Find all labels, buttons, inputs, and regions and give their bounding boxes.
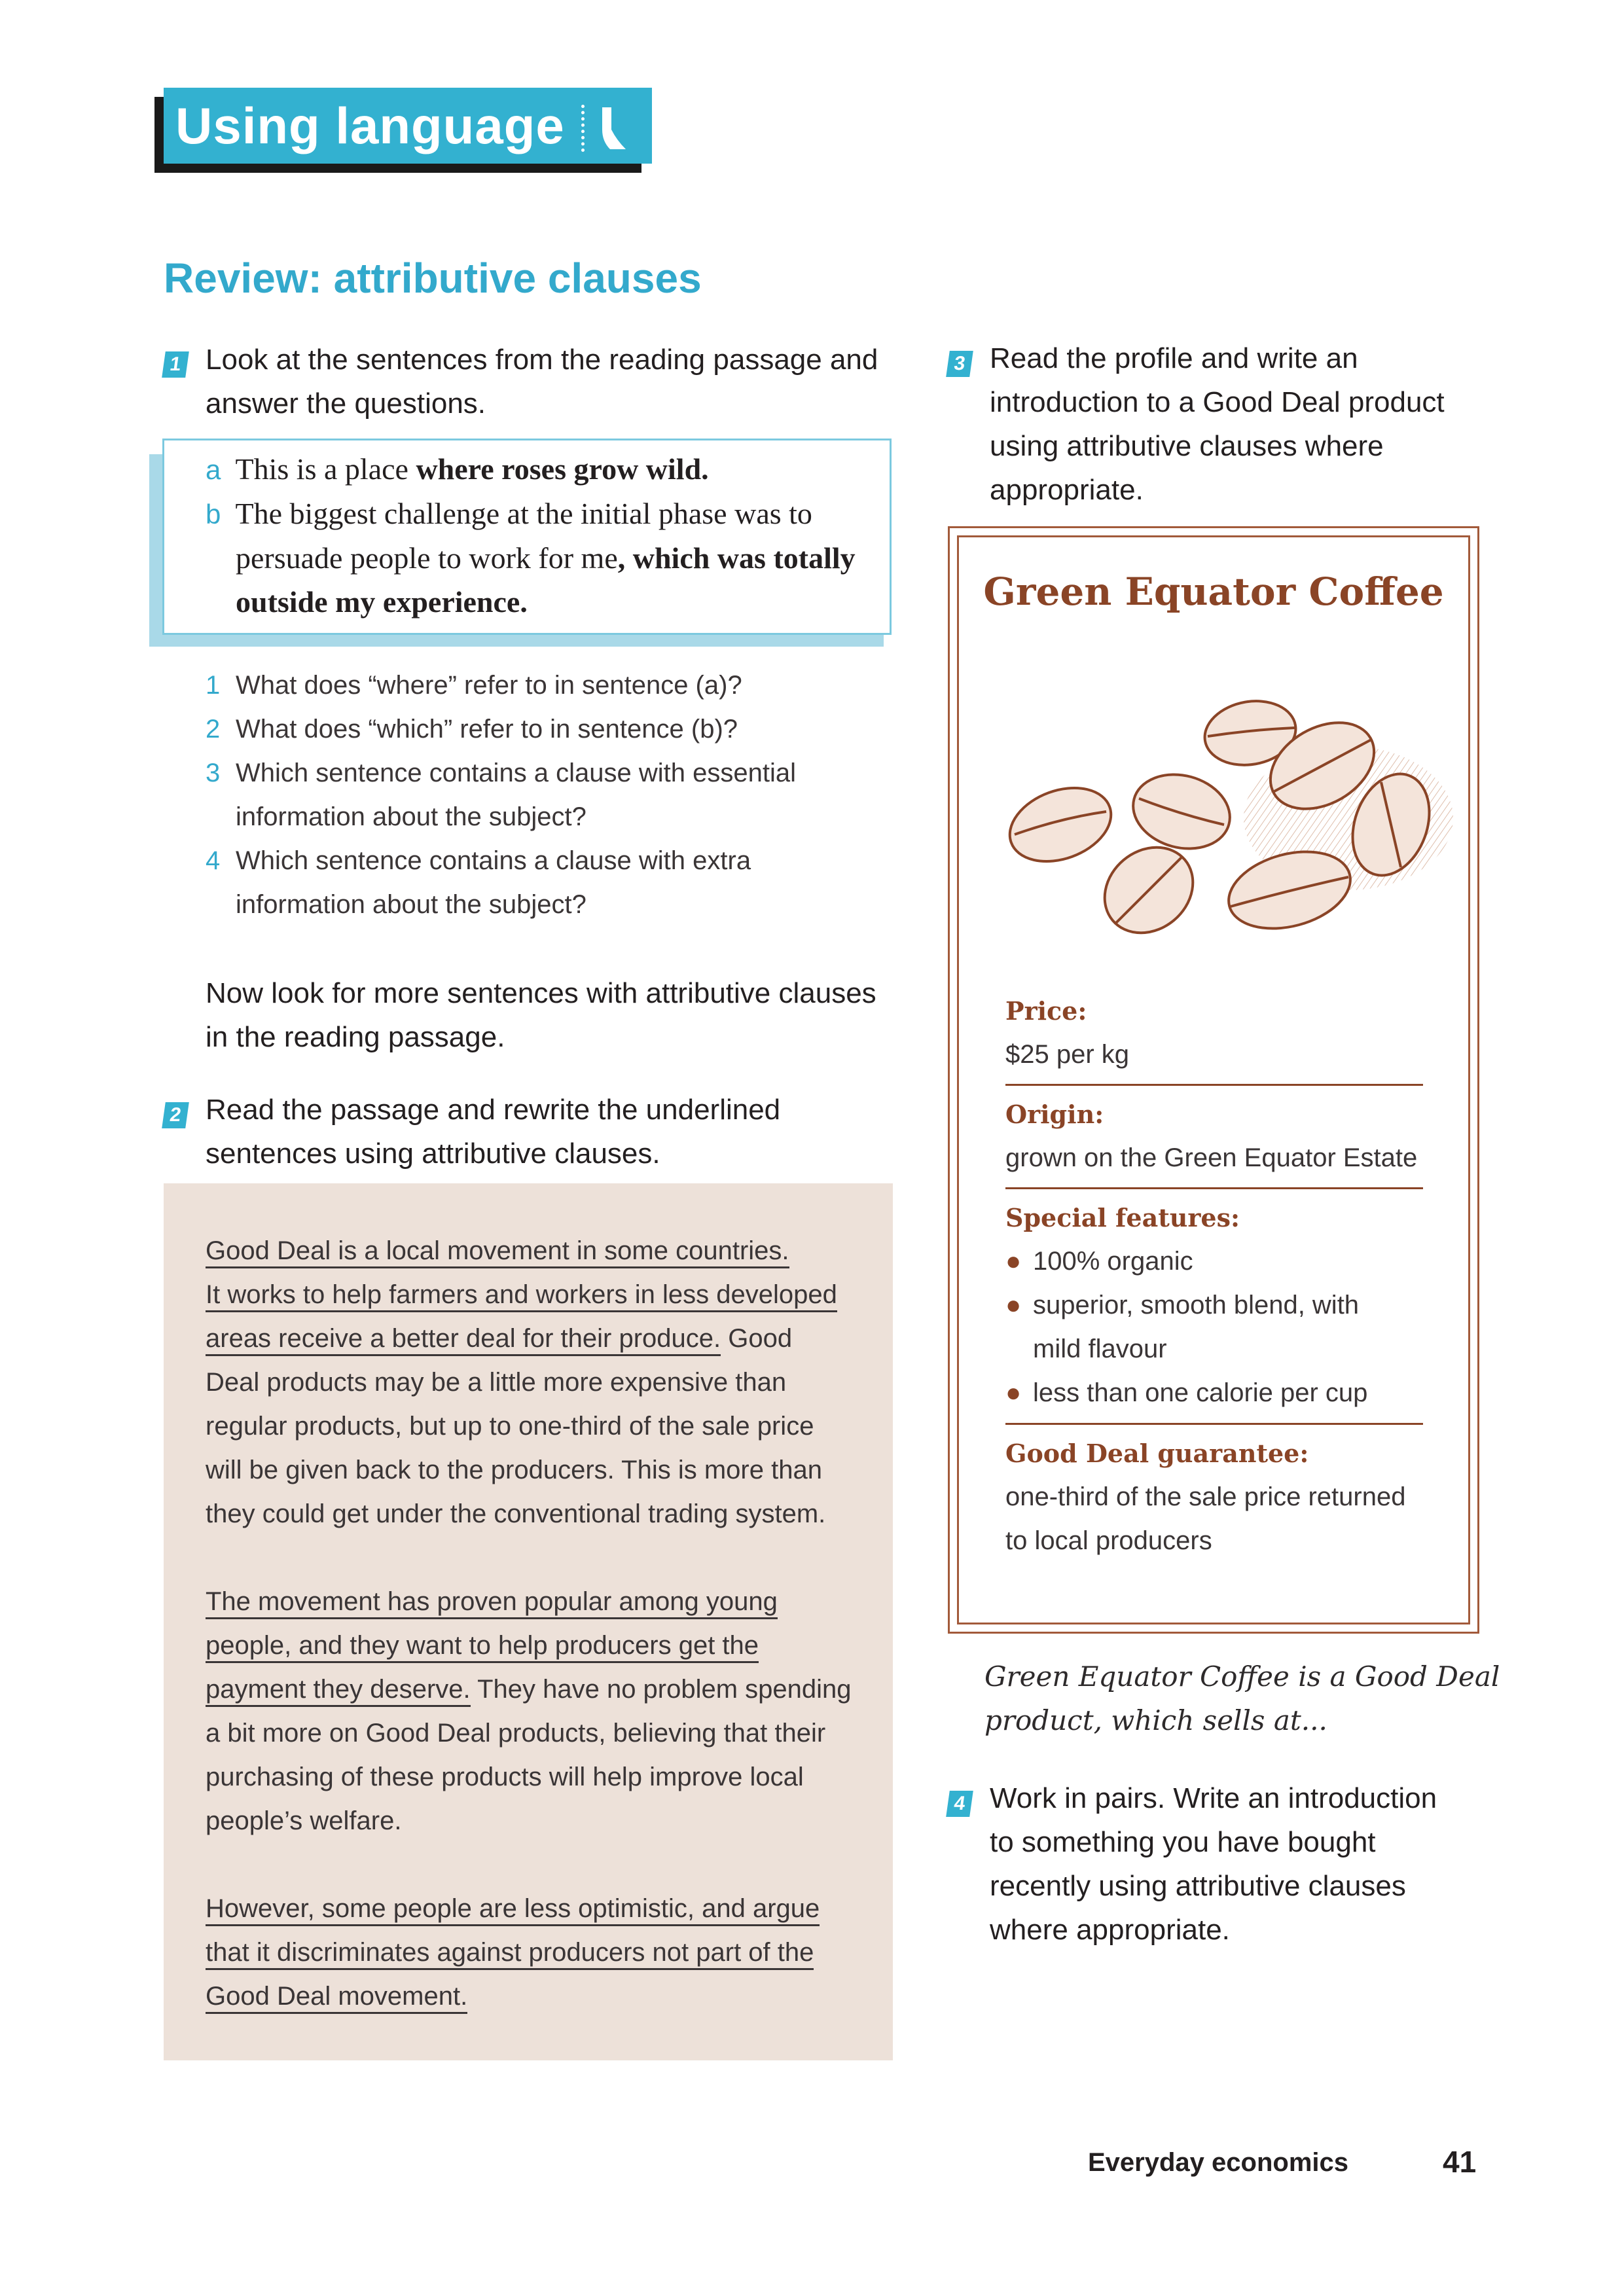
- passage-line: people’s welfare.: [206, 1806, 402, 1835]
- underlined-sentence: Good Deal movement.: [206, 1982, 467, 2014]
- feature-item-continued: mild flavour: [1033, 1335, 1167, 1363]
- instruction-line: Read the profile and write an: [990, 342, 1358, 374]
- product-title: Green Equator Coffee: [983, 569, 1444, 614]
- underlined-sentence: that it discriminates against producers not part of the: [206, 1938, 814, 1970]
- underlined-sentence: payment they deserve.: [206, 1675, 471, 1707]
- features-label: Special features:: [1005, 1203, 1240, 1232]
- question-text: information about the subject?: [236, 890, 586, 919]
- instruction-line: Now look for more sentences with attributive clauses: [206, 977, 876, 1009]
- bookmark-icon: [597, 103, 630, 153]
- underlined-sentence: The movement has proven popular among young: [206, 1587, 778, 1619]
- footer-unit-title: Everyday economics: [1088, 2148, 1348, 2177]
- passage-line: [206, 1317, 792, 1361]
- list-item: [206, 751, 796, 795]
- passage-line: regular products, but up to one-third of the sale price: [206, 1412, 814, 1441]
- exercise-number-badge: 4: [946, 1791, 973, 1817]
- sentence-text: This is a place: [235, 452, 416, 486]
- passage-line: will be given back to the producers. This is more than: [206, 1456, 822, 1484]
- exercise-number-badge: 1: [162, 351, 189, 378]
- instruction-line: where appropriate.: [990, 1914, 1230, 1946]
- passage-line: [206, 1580, 778, 1624]
- passage-text: They have no problem spending: [470, 1675, 852, 1704]
- question-text: Which sentence contains a clause with essential: [236, 759, 797, 787]
- feature-item: [1005, 1240, 1193, 1283]
- bullet-icon: ●: [1005, 1378, 1022, 1407]
- feature-text: superior, smooth blend, with: [1033, 1291, 1360, 1319]
- passage-line: Deal products may be a little more expensive than: [206, 1368, 787, 1397]
- sentence-letter: b: [206, 499, 221, 529]
- sentence-text: persuade people to work for me: [236, 541, 618, 575]
- divider: [1005, 1084, 1423, 1086]
- guarantee-value: to local producers: [1005, 1526, 1212, 1555]
- question-number: 1: [206, 671, 221, 700]
- guarantee-value: one-third of the sale price returned: [1005, 1482, 1406, 1511]
- sentence-letter: a: [206, 454, 221, 485]
- bullet-icon: ●: [1005, 1247, 1022, 1276]
- feature-item: [1005, 1371, 1367, 1415]
- example-answer-line: Green Equator Coffee is a Good Deal: [984, 1660, 1500, 1693]
- coffee-beans-illustration: [982, 694, 1453, 956]
- underlined-sentence: people, and they want to help producers get the: [206, 1631, 759, 1663]
- guarantee-label: Good Deal guarantee:: [1005, 1439, 1309, 1468]
- passage-line: [206, 1931, 814, 1975]
- instruction-line: Read the passage and rewrite the underlined: [206, 1094, 781, 1126]
- banner-title: Using language: [175, 97, 565, 154]
- divider: [1005, 1423, 1423, 1425]
- question-text: information about the subject?: [236, 802, 586, 831]
- sentence-clause: outside my experience.: [236, 585, 528, 619]
- feature-item: [1005, 1283, 1359, 1327]
- divider: [1005, 1187, 1423, 1189]
- question-number: 2: [206, 715, 221, 744]
- exercise-4-instruction: [990, 1776, 1437, 1952]
- example-answer-line: product, which sells at...: [984, 1704, 1327, 1736]
- follow-up-instruction: [206, 971, 876, 1059]
- passage-line: purchasing of these products will help improve local: [206, 1763, 804, 1791]
- instruction-line: to something you have bought: [990, 1826, 1376, 1858]
- passage-line: a bit more on Good Deal products, believing that their: [206, 1719, 826, 1748]
- passage-line: [206, 1273, 837, 1317]
- feature-text: less than one calorie per cup: [1033, 1378, 1368, 1407]
- instruction-line: Work in pairs. Write an introduction: [990, 1782, 1437, 1814]
- passage-line: [206, 1668, 852, 1712]
- passage-line: [206, 1887, 820, 1931]
- list-item: [206, 839, 796, 883]
- question-number: 3: [206, 759, 221, 787]
- passage-text: Good: [721, 1324, 793, 1353]
- bullet-icon: ●: [1005, 1291, 1022, 1319]
- instruction-line: in the reading passage.: [206, 1021, 505, 1053]
- exercise-2-instruction: [206, 1088, 780, 1175]
- list-item: [206, 795, 796, 839]
- question-text: Which sentence contains a clause with extra: [236, 846, 751, 875]
- passage-line: [206, 1229, 789, 1273]
- underlined-sentence: areas receive a better deal for their produce.: [206, 1324, 721, 1356]
- sentence-b-line2: [206, 536, 856, 580]
- question-text: What does “where” refer to in sentence (a)?: [236, 671, 742, 700]
- exercise-number-badge: 2: [162, 1102, 189, 1128]
- question-list: [206, 664, 796, 927]
- exercise-number-badge: 3: [946, 351, 973, 377]
- origin-label: Origin:: [1005, 1100, 1104, 1129]
- instruction-line: introduction to a Good Deal product: [990, 386, 1445, 418]
- price-value: $25 per kg: [1005, 1040, 1130, 1069]
- underlined-sentence: It works to help farmers and workers in less developed: [206, 1280, 837, 1312]
- sentence-clause: where roses grow wild.: [416, 452, 709, 486]
- origin-value: grown on the Green Equator Estate: [1005, 1143, 1418, 1172]
- underlined-sentence: Good Deal is a local movement in some countries.: [206, 1236, 789, 1268]
- underlined-sentence: However, some people are less optimistic, and argue: [206, 1894, 820, 1926]
- instruction-line: appropriate.: [990, 474, 1144, 506]
- sentence-text: The biggest challenge at the initial phase was to: [235, 497, 812, 530]
- page-number: 41: [1443, 2145, 1477, 2179]
- sentence-clause: , which was totally: [617, 541, 856, 575]
- sentence-b-line3: [206, 580, 856, 624]
- instruction-line: recently using attributive clauses: [990, 1870, 1406, 1902]
- instruction-line: sentences using attributive clauses.: [206, 1138, 660, 1170]
- sentence-b: [206, 492, 856, 536]
- list-item: [206, 708, 796, 751]
- passage-line: they could get under the conventional trading system.: [206, 1499, 826, 1528]
- sentence-a: [206, 447, 856, 492]
- instruction-line: Look at the sentences from the reading passage and: [206, 344, 878, 376]
- exercise-1-instruction: [206, 338, 878, 425]
- question-number: 4: [206, 846, 221, 875]
- instruction-line: answer the questions.: [206, 387, 486, 420]
- feature-text: 100% organic: [1033, 1247, 1193, 1276]
- question-text: What does “which” refer to in sentence (b)?: [236, 715, 738, 744]
- passage-line: [206, 1624, 759, 1668]
- price-label: Price:: [1005, 996, 1087, 1026]
- list-item: [206, 883, 796, 927]
- exercise-3-instruction: [990, 336, 1445, 512]
- list-item: [206, 664, 796, 708]
- example-answer: [984, 1655, 1500, 1742]
- section-title: Review: attributive clauses: [164, 255, 702, 302]
- example-sentences: [206, 447, 856, 624]
- passage-line: [206, 1975, 467, 2018]
- banner-divider: [581, 105, 585, 152]
- instruction-line: using attributive clauses where: [990, 430, 1384, 462]
